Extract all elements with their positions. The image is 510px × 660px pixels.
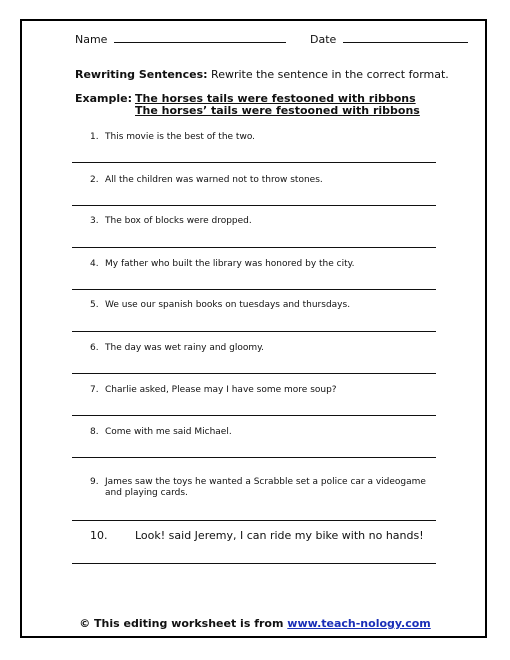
question-5 (90, 300, 350, 310)
question-number: 5. (90, 300, 99, 310)
question-number: 9. (90, 477, 99, 487)
question-2 (90, 175, 323, 185)
question-number: 4. (90, 259, 99, 269)
example-original: The horses tails were festooned with ribbons (135, 92, 416, 105)
answer-line-3[interactable] (72, 247, 436, 248)
question-9 (90, 477, 440, 499)
date-label: Date (310, 33, 337, 46)
question-number: 3. (90, 216, 99, 226)
date-field[interactable] (310, 32, 468, 46)
question-number: 1. (90, 132, 99, 142)
question-number: 10. (90, 529, 108, 542)
question-text: My father who built the library was honored by the city. (105, 259, 355, 269)
question-4 (90, 259, 355, 269)
question-8 (90, 427, 232, 437)
footer-text: © This editing worksheet is from (79, 617, 284, 630)
question-text: Come with me said Michael. (105, 427, 232, 437)
answer-line-4[interactable] (72, 289, 436, 290)
answer-line-8[interactable] (72, 457, 436, 458)
question-text: Charlie asked, Please may I have some more soup? (105, 385, 337, 395)
question-text: We use our spanish books on tuesdays and thursdays. (105, 300, 351, 310)
date-blank[interactable] (343, 32, 468, 43)
footer (0, 617, 510, 630)
question-text: All the children was warned not to throw stones. (105, 175, 323, 185)
question-7 (90, 385, 337, 395)
answer-line-10[interactable] (72, 563, 436, 564)
instructions (75, 68, 449, 81)
question-text: This movie is the best of the two. (105, 132, 256, 142)
question-1 (90, 132, 255, 142)
question-number: 6. (90, 343, 99, 353)
answer-line-2[interactable] (72, 205, 436, 206)
footer-link[interactable]: www.teach-nology.com (287, 617, 431, 630)
question-3 (90, 216, 252, 226)
question-number: 7. (90, 385, 99, 395)
name-field[interactable] (75, 32, 286, 46)
question-10 (90, 529, 424, 542)
question-number: 8. (90, 427, 99, 437)
instructions-title: Rewriting Sentences: (75, 68, 208, 81)
name-label: Name (75, 33, 108, 46)
example-corrected: The horses’ tails were festooned with ribbons (135, 104, 420, 117)
question-text-line2: and playing cards. (105, 488, 188, 498)
example-label: Example: (75, 92, 132, 105)
answer-line-9[interactable] (72, 520, 436, 521)
instructions-text: Rewrite the sentence in the correct format. (211, 68, 449, 81)
question-text-line1: James saw the toys he wanted a Scrabble set a police car a videogame (105, 477, 426, 487)
question-number: 2. (90, 175, 99, 185)
answer-line-7[interactable] (72, 415, 436, 416)
answer-line-5[interactable] (72, 331, 436, 332)
question-text: The box of blocks were dropped. (105, 216, 252, 226)
name-blank[interactable] (114, 32, 286, 43)
question-text: The day was wet rainy and gloomy. (105, 343, 265, 353)
answer-line-6[interactable] (72, 373, 436, 374)
question-text: Look! said Jeremy, I can ride my bike with no hands! (135, 529, 424, 542)
answer-line-1[interactable] (72, 162, 436, 163)
question-6 (90, 343, 264, 353)
